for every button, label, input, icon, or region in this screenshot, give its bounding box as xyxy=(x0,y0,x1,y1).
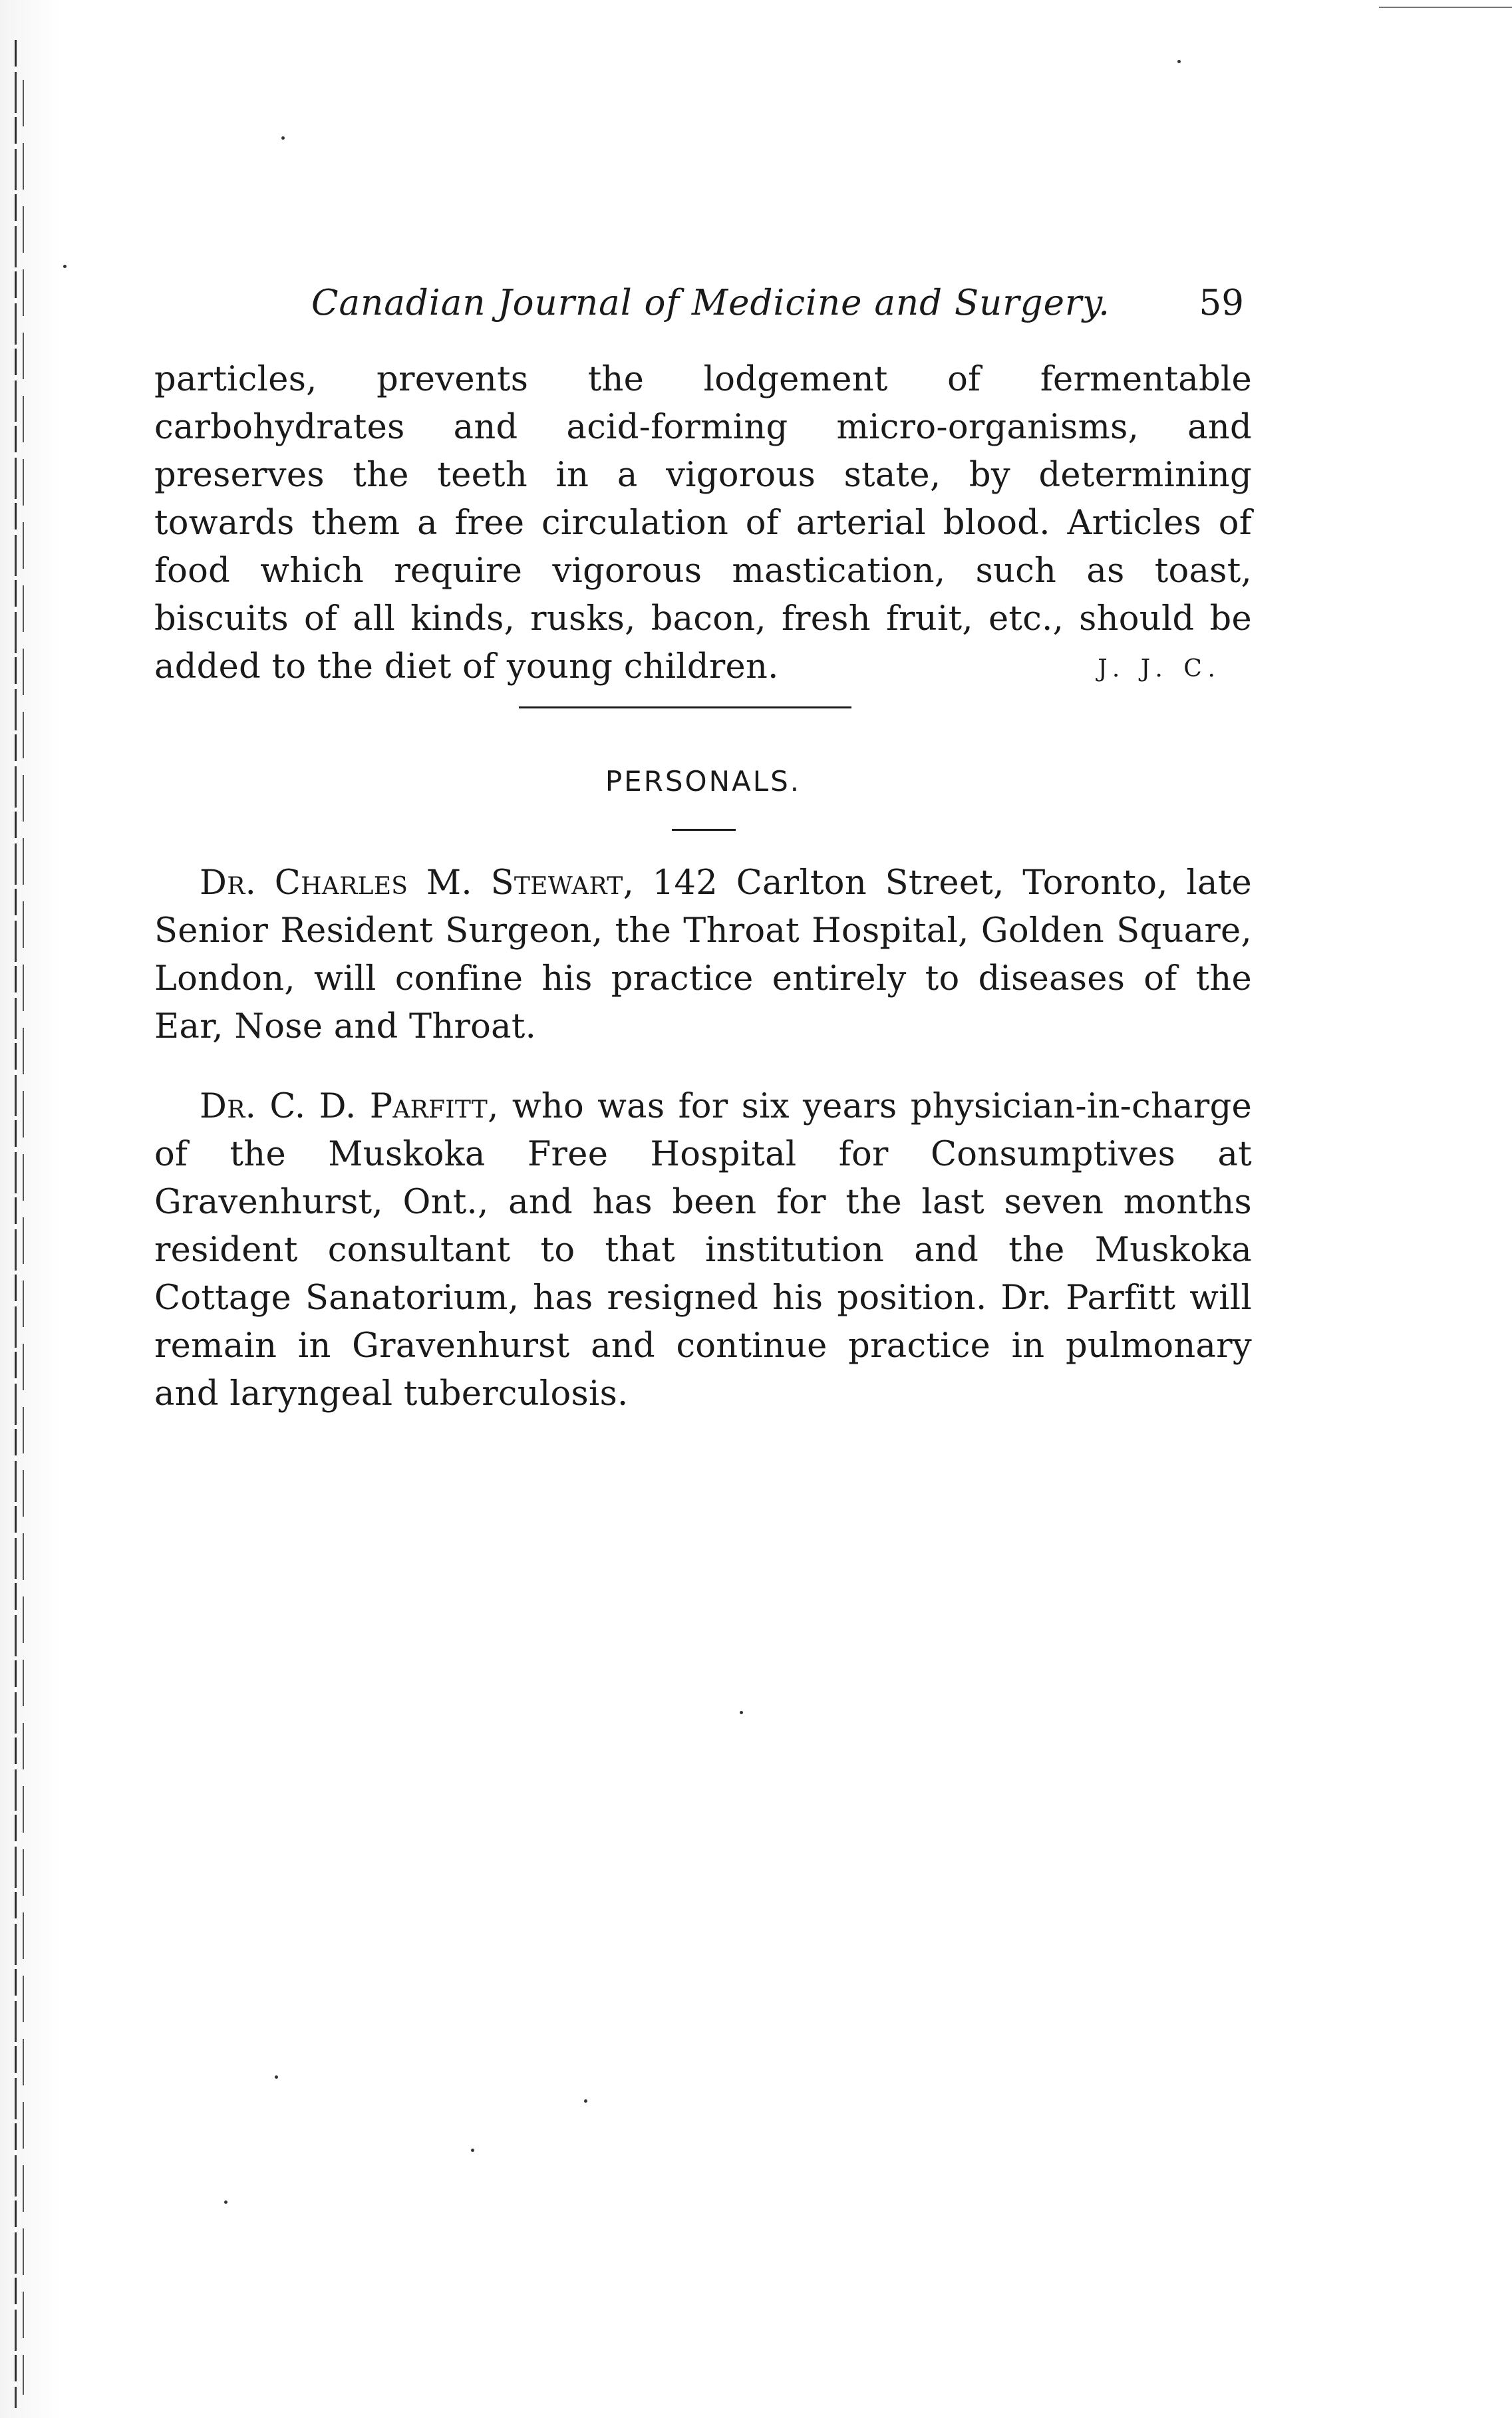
personal-entry xyxy=(154,859,1252,1051)
scan-speck xyxy=(471,2149,474,2152)
scan-speck xyxy=(63,265,67,268)
page-number: 59 xyxy=(1199,283,1244,323)
scan-speck xyxy=(281,136,285,140)
scan-speck xyxy=(740,1711,743,1714)
personal-text: 142 Carlton Street, Toronto, late Senior Resident Surgeon, the Throat Hospital, Golden Square, London, will confine his practice entirely to diseases of the Ear, Nose and Throat. xyxy=(154,863,1253,1046)
section-heading: PERSONALS. xyxy=(605,765,802,798)
running-head xyxy=(154,283,1252,329)
scan-speck xyxy=(1177,60,1181,63)
scan-speck xyxy=(224,2200,227,2204)
section-divider xyxy=(519,706,851,708)
heading-underline xyxy=(672,829,736,831)
scan-binding-edge xyxy=(0,0,60,2418)
scan-speck xyxy=(584,2099,587,2103)
scan-top-rule xyxy=(1379,7,1512,8)
personal-name: Dr. Charles M. Stewart, xyxy=(200,863,635,903)
personal-text: who was for six years physician-in-charge of the Muskoka Free Hospital for Consumptives at Gravenhurst, Ont., and has been for the last seven months resident consultant to that institution and the Muskoka Cottage Sanatorium, has resigned his position. Dr. Parfitt will remain in Gravenhurst and continue practice in pulmonary and laryngeal tuberculosis. xyxy=(154,1087,1252,1414)
article-signature: J. J. C. xyxy=(1098,655,1222,682)
personal-name: Dr. C. D. Parfitt, xyxy=(200,1087,499,1126)
scan-speck xyxy=(275,2075,278,2079)
personal-entry xyxy=(154,1083,1252,1418)
article-continuation-paragraph: particles, prevents the lodgement of fermentable carbohydrates and acid-forming micro-organisms, and preserves the teeth in a vigorous state, by determining towards them a free circulation of arterial blood. Articles of food which require vigorous mastication, such as toast, biscuits of all kinds, rusks, bacon, fresh fruit, etc., should be added to the diet of young children. xyxy=(154,360,1252,686)
journal-title: Canadian Journal of Medicine and Surgery. xyxy=(311,283,1111,323)
